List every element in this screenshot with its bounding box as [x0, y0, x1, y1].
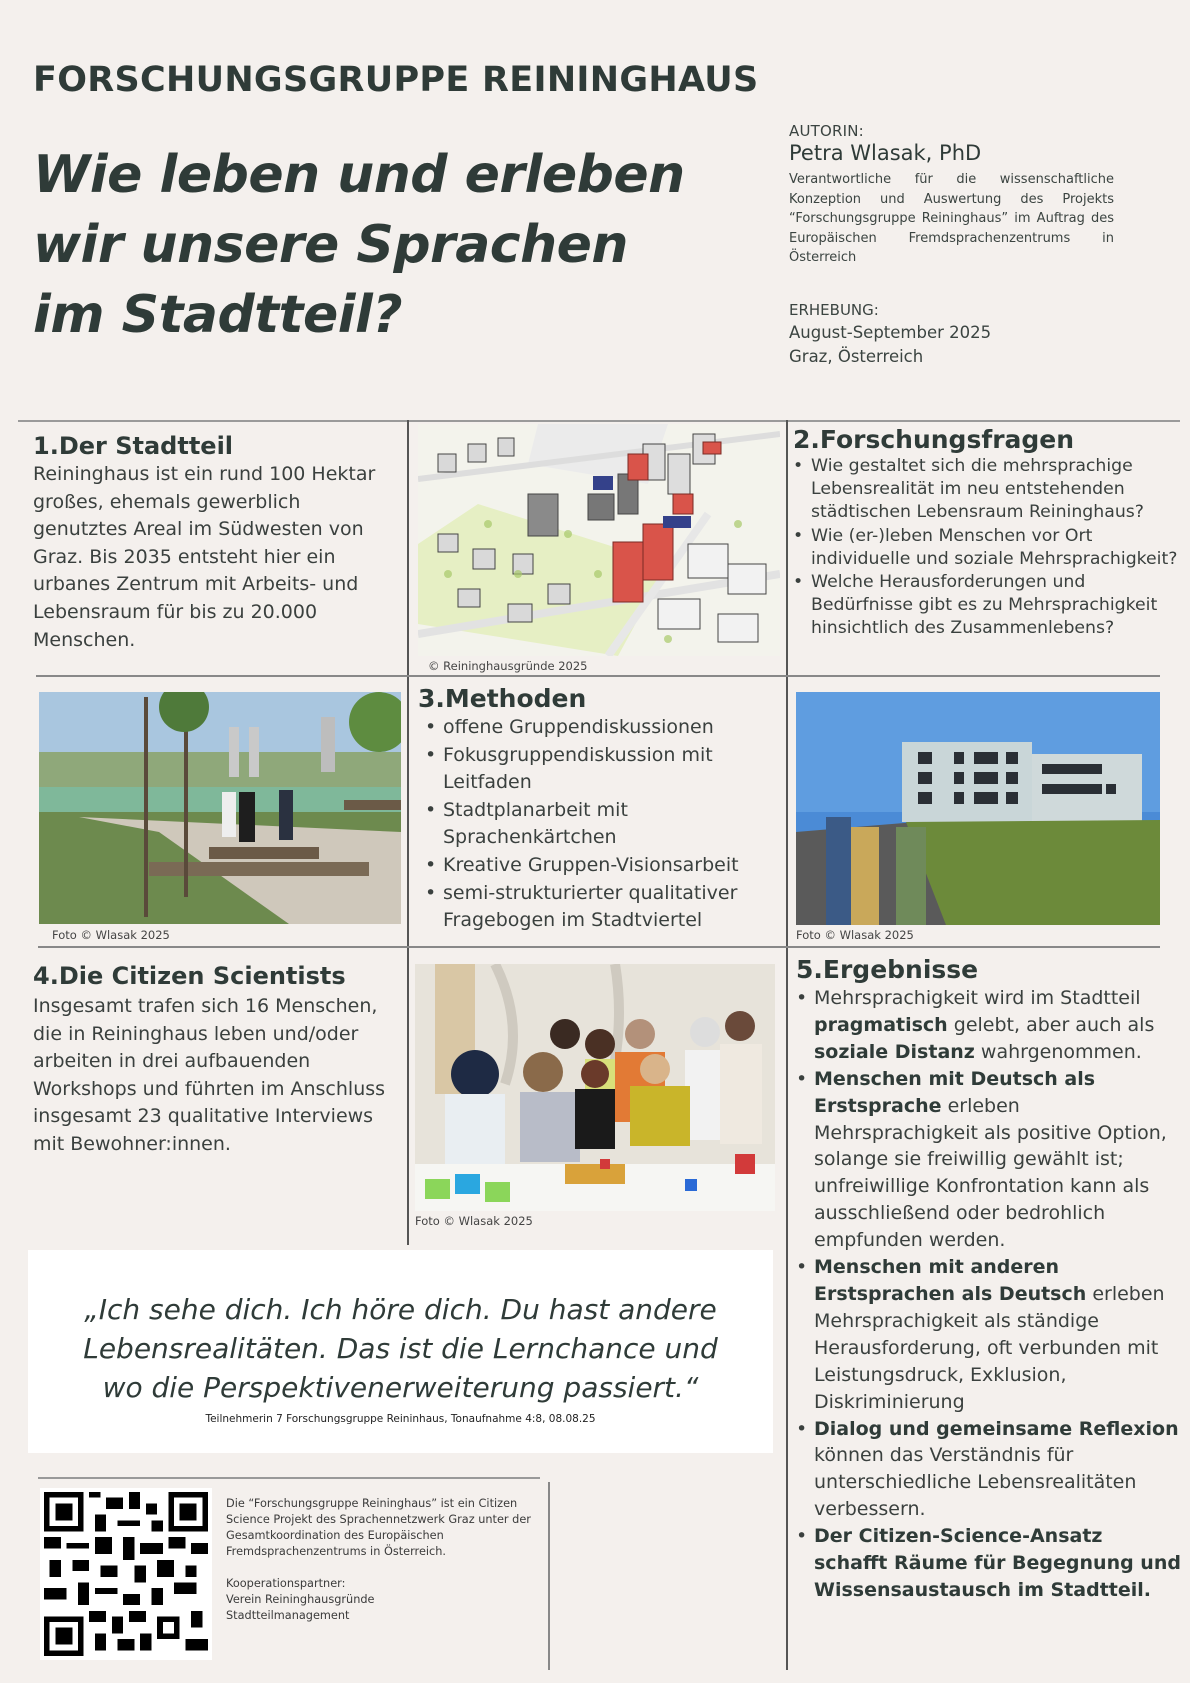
author-description: Verantwortliche für die wissenschaftliche Konzeption und Auswertung des Projekts “Forschungsgruppe Reininghaus” im Auftrag des Europäischen Fremdsprachenzentrums in Österreich [789, 172, 1114, 265]
divider-col2 [786, 420, 788, 1670]
list-item: • Wie (er-)leben Menschen vor Ort individuelle und soziale Mehrsprachigkeit? [793, 525, 1183, 571]
footer-info [226, 1496, 536, 1624]
group-photo [415, 964, 775, 1211]
building-photo [796, 692, 1160, 925]
project-description: Die “Forschungsgruppe Reininghaus” ist ein Citizen Science Projekt des Sprachennetzwerk Graz unter der Gesamtkoordination des Europäischen Fremdsprachenzentrums in Österreich. [226, 1497, 531, 1558]
qr-code[interactable] [40, 1488, 212, 1660]
quote-text: „Ich sehe dich. Ich höre dich. Du hast andere Lebensrealitäten. Das ist die Lernchance und wo die Perspektivenerweiterung passiert.“ [83, 1293, 718, 1404]
list-item: • Mehrsprachigkeit wird im Stadtteil pragmatisch gelebt, aber auch als soziale Distanz wahrgenommen. [796, 985, 1181, 1066]
partner-item: Stadtteilmanagement [226, 1609, 350, 1622]
district-map-image [418, 424, 780, 656]
list-item: • Stadtplanarbeit mit Sprachenkärtchen [425, 797, 783, 852]
poster-headline [33, 140, 685, 350]
divider-row2 [36, 675, 1160, 677]
methods-list [418, 714, 783, 935]
headline-line: Wie leben und erleben [33, 145, 685, 205]
survey-period: August-September 2025 [789, 322, 992, 342]
list-item: • Menschen mit anderen Erstsprachen als Deutsch erleben Mehrsprachigkeit als ständige Herausforderung, oft verbunden mit Leistungsdruck, Exklusion, Diskriminierung [796, 1254, 1181, 1415]
section-methoden [418, 684, 783, 935]
results-list [796, 985, 1181, 1604]
divider-top [18, 420, 1180, 422]
survey-location: Graz, Österreich [789, 346, 924, 366]
list-item: • Fokusgruppendiskussion mit Leitfaden [425, 742, 783, 797]
headline-line: wir unsere Sprachen [33, 215, 628, 275]
author-meta [789, 122, 1114, 369]
list-item: • semi-strukturierter qualitativer Fragebogen im Stadtviertel [425, 880, 783, 935]
headline-line: im Stadtteil? [33, 285, 403, 345]
author-name: Petra Wlasak, PhD [789, 141, 982, 165]
list-item: • Welche Herausforderungen und Bedürfnisse gibt es zu Mehrsprachigkeit hinsichtlich des Zusammenlebens? [793, 571, 1183, 641]
partner-item: Verein Reininghausgründe [226, 1593, 375, 1606]
research-questions-list [793, 455, 1183, 641]
section-text: Reininghaus ist ein rund 100 Hektar großes, ehemals gewerblich genutztes Areal im Südwesten von Graz. Bis 2035 entsteht hier ein urbanes Zentrum mit Arbeits- und Lebensraum für bis zu 20.000 Menschen. [33, 463, 376, 651]
section-title: 4.Die Citizen Scientists [33, 962, 346, 990]
list-item: • Dialog und gemeinsame Reflexion können das Verständnis für unterschiedliche Lebensrealitäten verbessern. [796, 1416, 1181, 1524]
section-title: 5.Ergebnisse [796, 955, 979, 984]
section-forschungsfragen [793, 425, 1183, 641]
section-title: 3.Methoden [418, 684, 587, 713]
group-photo-caption: Foto © Wlasak 2025 [415, 1214, 533, 1228]
poster-kicker: FORSCHUNGSGRUPPE REININGHAUS [33, 60, 759, 100]
divider-row3 [38, 946, 1160, 948]
list-item: • Kreative Gruppen-Visionsarbeit [425, 852, 783, 880]
quote-source: Teilnehmerin 7 Forschungsgruppe Reininhaus, Tonaufnahme 4:8, 08.08.25 [205, 1413, 596, 1425]
list-item: • offene Gruppendiskussionen [425, 714, 783, 742]
list-item: • Wie gestaltet sich die mehrsprachige Lebensrealität im neu entstehenden städtischen Lebensraum Reininghaus? [793, 455, 1183, 525]
section-text: Insgesamt trafen sich 16 Menschen, die in Reininghaus leben und/oder arbeiten in drei aufbauenden Workshops und führten im Anschluss insgesamt 23 qualitative Interviews mit Bewohner:innen. [33, 995, 386, 1155]
section-ergebnisse [796, 955, 1181, 1604]
divider-col1 [407, 420, 409, 1245]
section-title: 1.Der Stadtteil [33, 432, 234, 460]
section-stadtteil [33, 432, 398, 654]
survey-label: ERHEBUNG: [789, 300, 879, 319]
park-photo-caption: Foto © Wlasak 2025 [52, 928, 170, 942]
quote-box [28, 1250, 773, 1453]
section-title: 2.Forschungsfragen [793, 425, 1075, 454]
list-item: • Menschen mit Deutsch als Erstsprache erleben Mehrsprachigkeit als positive Option, solange sie freiwillig gewählt ist; unfreiwillige Konfrontation kann als ausschließend oder bedrohlich empfunden werden. [796, 1066, 1181, 1254]
building-photo-caption: Foto © Wlasak 2025 [796, 928, 914, 942]
park-photo [39, 692, 401, 924]
map-caption: © Reininghausgründe 2025 [428, 659, 588, 673]
divider-footer-right [548, 1482, 550, 1670]
list-item: • Der Citizen-Science-Ansatz schafft Räume für Begegnung und Wissensaustausch im Stadtteil. [796, 1523, 1181, 1604]
author-label: AUTORIN: [789, 122, 864, 140]
section-citizen-scientists [33, 962, 405, 1159]
partners-label: Kooperationspartner: [226, 1577, 346, 1590]
divider-footer [38, 1477, 540, 1479]
